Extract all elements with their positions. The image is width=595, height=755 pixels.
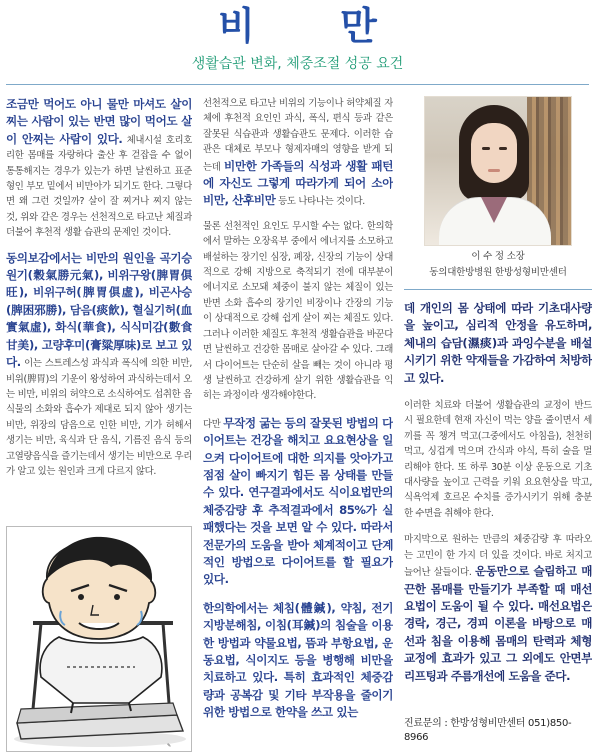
- doctor-portrait-photo: [424, 96, 572, 246]
- column2-paragraph-1: [203, 96, 393, 210]
- column1-paragraph-1: [6, 96, 192, 241]
- column-2: [203, 96, 393, 754]
- column3-paragraph-3: [404, 532, 592, 685]
- treadmill-cartoon-illustration: [6, 526, 192, 752]
- caption-divider: [404, 289, 592, 290]
- column2-paragraph-4: [203, 600, 393, 722]
- contact-info: 진료문의 : 한방성형비만센터 051)850-8966: [404, 718, 572, 743]
- column2-paragraph-2: 물론 선천적인 요인도 무시할 수는 없다. 한의학에서 말하는 오장육부 중에서 에너지를 소모하고 배설하는 장기인 심장, 폐장, 신장의 기능이 상대적으로 강해 지방으로 축적되기 전에 대부분이 에너지로 소모돼 체중이 불지 않는 체질이 있는 반면 소화 흡수의 장기인 비장이나 간장의 기능이 상대적으로 강해 쉽게 살이 찌는 체질도 있다. 그러나 이러한 체질도 후천적 생활습관을 바꾼다면 날씬하고 건강한 몸매로 살아갈 수 있다. 그래서 다이어트는 단순히 살을 빼는 것이 아니라 평생 날씬하고 건강하게 살기 위한 생활습관을 익히는 과정이라 생각해야한다.: [203, 220, 393, 402]
- column1-paragraph-2: [6, 250, 192, 480]
- column1-lead-text: 체내시설 호리호리한 몸매를 자랑하다 출산 후 걷잡을 수 없이 통통해지는 경우가 있는가 하면 날씬하고 표준형인 부모 밑에서 비만아가 되기도 한다. 그렇다면 왜 그런 것일까? 살이 잘 찌거나 찌지 않는 것, 위와 같은 경우는 선천적으로 타고난 체질과 더불어 후천적 생활 습관의 문제인 것이다.: [6, 134, 192, 239]
- column2-para4-highlight: 한의학에서는 체침(體鍼), 약침, 전기지방분해침, 이침(耳鍼)의 침술을 이용한 방법과 약물요법, 뜸과 부항요법, 운동요법, 식이지도 등을 병행해 비만을 치료하고 있다. 특히 효과적인 체중감량과 공복감 및 기타 부작용을 줄이기 위한 방법으로 한약을 쓰고 있는: [203, 600, 393, 720]
- caption-organization: 동의대한방병원 한방성형비만센터: [429, 267, 567, 278]
- portrait-mouth: [488, 169, 500, 172]
- svg-text:✎: ✎: [167, 743, 172, 749]
- portrait-eye-left: [482, 147, 490, 150]
- column3-para1-highlight: 데 개인의 몸 상태에 따라 기초대사량을 높이고, 심리적 안정을 유도하며, 체내의 습담(濕痰)과 과잉수분을 배설시키기 위한 약재들을 가감하여 처방하고 있다.: [404, 301, 592, 385]
- column2-para1-highlight: 비만한 가족들의 식성과 생활 패턴에 자신도 그렇게 따라가게 되어 소아비만, 산후비만: [203, 158, 393, 208]
- column2-paragraph-3: [203, 415, 393, 589]
- column3-para3-text: 마지막으로 원하는 만큼의 체중감량 후 따라오는 고민이 한 가지 더 있을 것이다. 바로 처지고 늘어난 살들이다.: [404, 534, 592, 579]
- column1-lead-highlight: 조금만 먹어도 아니 물만 마셔도 살이 찌는 사람이 있는 반면 많이 먹어도 살이 안찌는 사람이 있다.: [6, 97, 192, 146]
- column2-para3-highlight: 무작정 굶는 등의 잘못된 방법의 다이어트는 건강을 해치고 요요현상을 일으켜 다이어트에 대한 의지를 앗아가고 점점 살이 빠지기 힘든 몸 상태를 만들 수 있다. 연구결과에서도 식이요법만의 체중감량 후 추적결과에서 85%가 실패했다는 것을 보면 알 수 있다. 따라서 전문가의 도움을 받아 체계적이고 단계적인 방법으로 다이어트를 할 필요가 있다.: [203, 415, 393, 587]
- column-1: [6, 96, 192, 516]
- article-subtitle: 생활습관 변화, 체중조절 성공 요건: [191, 56, 404, 72]
- column3-para3-highlight: 운동만으로 슬림하고 매끈한 몸매를 만들기가 부족할 때 매선요법이 도움이 될 수 있다. 매선요법은 경락, 경근, 경피 이론을 바탕으로 매선과 침을 이용해 몸매의 탄력과 체형교정에 효과가 있고 그 외에도 안면부 리프팅과 주름개선에 도움을 준다.: [404, 564, 592, 683]
- column1-para2-highlight: 동의보감에서는 비만의 원인을 곡기승원기(穀氣勝元氣), 비위구왕(脾胃俱旺), 비위구허(脾胃俱虛), 비곤사승(脾困邪勝), 담음(痰飮), 혈실기허(血實氣虛), 화식(華食), 식식미감(數食甘美), 고량후미(膏粱厚味)로 보고 있다.: [6, 250, 192, 370]
- column3-paragraph-1: [404, 300, 592, 387]
- article-title: 비 만: [218, 4, 413, 48]
- column1-para2-text: 이는 스트레스성 과식과 폭식에 의한 비만, 비위(脾胃)의 기운이 왕성하여 과식하는데서 오는 비만, 비위의 허약으로 소식하여도 섭취한 음식물의 소화와 흡수가 제대로 되지 않아 생기는 비만, 위장의 담음으로 인한 비만, 기가 허해서 생기는 비만, 육식과 단 음식, 기름진 음식 등의 고열량음식을 즐기는데서 생기는 비만으로 우리가 알고 있는 원인과 크게 다르지 않다.: [6, 358, 192, 477]
- portrait-eye-right: [499, 147, 507, 150]
- portrait-face: [471, 123, 517, 183]
- column2-para1-text-b: 등도 나타나는 것이다.: [275, 196, 365, 208]
- column3-paragraph-2: 이러한 치료와 더불어 생활습관의 교정이 반드시 필요한데 현재 자신이 먹는 양을 줄이면서 세끼를 꼭 챙겨 먹고(그중에서도 아침을), 천천히 먹고, 싱겁게 먹으며 간식과 야식, 특히 술을 멀리해야 한다. 또 하루 30분 이상 운동으로 기초대사량을 높이고 근력을 키워 요요현상을 막고, 식욕억제 호르몬 수치를 증가시키기 위해 충분한 수면을 취해야 한다.: [404, 400, 592, 519]
- caption-name: 이 수 정 소장: [471, 251, 525, 262]
- divider-top: [6, 84, 589, 85]
- column2-para3-text: 다만: [203, 418, 224, 430]
- column-3: [404, 300, 592, 754]
- column2-para1-text-a: 선천적으로 타고난 비위의 기능이나 허약체질 자체에 후천적 요인인 과식, 폭식, 편식 등과 같은 잘못된 식습관과 생활습관도 문제다. 이러한 습관은 대체로 부모나 형제자매의 영향을 받게 되는데: [203, 98, 393, 173]
- cartoon-svg: [7, 527, 192, 752]
